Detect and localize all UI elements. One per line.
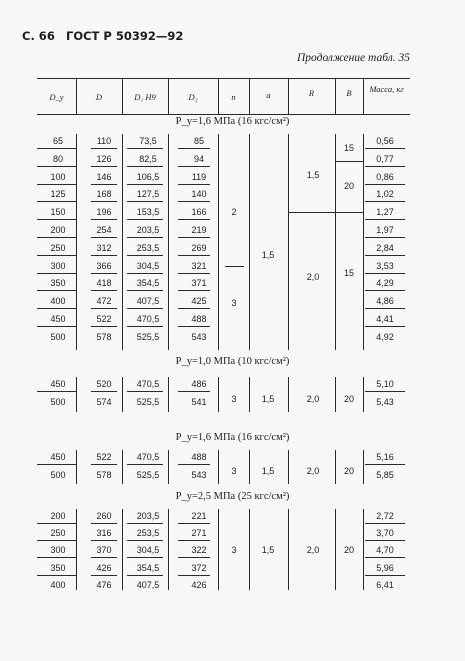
cell-mass: 3,70	[376, 528, 394, 539]
cell-dy: 250	[50, 242, 66, 253]
cell-d: 426	[96, 562, 112, 573]
cell-mass: 0,56	[376, 136, 394, 146]
rule-line	[127, 575, 163, 576]
rule-line	[365, 184, 405, 185]
rule-line	[91, 273, 117, 274]
rule-line	[127, 523, 163, 524]
rule-line	[365, 464, 405, 465]
column-line	[335, 450, 336, 484]
rule-line	[365, 237, 405, 238]
column-line	[249, 509, 250, 590]
cell-d1: 525,5	[136, 331, 160, 342]
rule-line	[37, 290, 76, 291]
column-header: D₁ Н9	[134, 92, 156, 102]
rule-line	[178, 523, 210, 524]
rule-line	[91, 464, 117, 465]
rule-line	[37, 540, 76, 541]
rule-line	[178, 575, 210, 576]
rule-line	[127, 201, 163, 202]
cell-b: 20	[343, 545, 355, 555]
cell-n: 3	[231, 466, 237, 476]
rule-line	[127, 255, 163, 256]
cell-d1: 82,5	[139, 153, 157, 164]
column-line	[363, 377, 364, 412]
cell-r: 1,5	[306, 170, 320, 180]
column-line	[218, 377, 219, 412]
cell-mass: 4,70	[376, 545, 394, 556]
cell-mass: 1,27	[376, 207, 394, 218]
rule-line	[91, 575, 117, 576]
cell-r: 2,0	[306, 466, 320, 476]
cell-n: 3	[231, 545, 237, 555]
cell-mass: 0,86	[376, 171, 394, 182]
cell-d2: 321	[191, 260, 207, 271]
cell-d2: 486	[191, 379, 207, 389]
column-line	[335, 509, 336, 590]
column-line	[363, 450, 364, 484]
rule-line	[37, 184, 76, 185]
rule-line	[37, 557, 76, 558]
cell-dy: 300	[50, 260, 66, 271]
cell-mass: 1,97	[376, 225, 394, 235]
rule-line	[37, 166, 76, 167]
r-split-rule	[288, 212, 335, 213]
cell-dy: 80	[52, 153, 64, 164]
rule-line	[365, 326, 405, 327]
cell-r: 2,0	[306, 394, 320, 404]
cell-d: 366	[96, 260, 112, 271]
rule-line	[127, 237, 163, 238]
column-line	[76, 509, 77, 590]
cell-a: 1,5	[261, 466, 275, 476]
cell-d1: 253,5	[136, 242, 160, 253]
cell-d1: 407,5	[136, 579, 160, 590]
cell-d1: 354,5	[136, 562, 160, 573]
rule-line	[37, 391, 76, 392]
rule-line	[178, 464, 210, 465]
cell-mass: 6,41	[376, 579, 394, 590]
rule-line	[365, 540, 405, 541]
column-line	[218, 450, 219, 484]
rule-line	[37, 464, 76, 465]
rule-line	[127, 391, 163, 392]
rule-line	[91, 326, 117, 327]
cell-mass: 5,96	[376, 562, 394, 573]
rule-line	[37, 523, 76, 524]
cell-d2: 221	[191, 511, 207, 521]
rule-line	[365, 201, 405, 202]
cell-d: 126	[96, 153, 112, 164]
column-line	[335, 134, 336, 350]
cell-dy: 450	[50, 452, 66, 462]
group-caption: P_y=1,6 МПа (16 кгс/см²)	[175, 116, 290, 127]
cell-b: 15	[343, 268, 355, 278]
rule-line	[127, 184, 163, 185]
rule-line	[127, 273, 163, 274]
rule-line	[37, 219, 76, 220]
column-header: Масса, кг	[369, 84, 404, 94]
cell-a: 1,5	[261, 394, 275, 404]
rule-line	[91, 184, 117, 185]
column-line	[249, 450, 250, 484]
rule-line	[127, 166, 163, 167]
cell-b: 15	[343, 143, 355, 153]
cell-d: 578	[96, 470, 112, 480]
cell-a: 1,5	[261, 545, 275, 555]
cell-d: 370	[96, 545, 112, 556]
cell-d2: 488	[191, 452, 207, 462]
rule-line	[91, 290, 117, 291]
cell-d: 578	[96, 331, 112, 342]
rule-line	[178, 166, 210, 167]
rule-line	[37, 255, 76, 256]
header-bottom-rule	[37, 114, 410, 115]
rule-line	[91, 391, 117, 392]
cell-dy: 200	[50, 225, 66, 235]
rule-line	[91, 557, 117, 558]
rule-line	[178, 201, 210, 202]
cell-d1: 127,5	[136, 189, 160, 200]
cell-d: 472	[96, 296, 112, 307]
cell-d2: 119	[191, 171, 207, 182]
cell-d2: 543	[191, 331, 207, 342]
cell-d: 260	[96, 511, 112, 521]
rule-line	[37, 273, 76, 274]
rule-line	[365, 523, 405, 524]
rule-line	[365, 557, 405, 558]
cell-d2: 322	[191, 545, 207, 556]
cell-a: 1,5	[261, 250, 275, 260]
cell-d: 476	[96, 579, 112, 590]
cell-d2: 271	[191, 528, 207, 539]
cell-d1: 73,5	[139, 136, 157, 146]
cell-b: 20	[343, 466, 355, 476]
rule-line	[91, 219, 117, 220]
rule-line	[178, 148, 210, 149]
cell-d1: 354,5	[136, 278, 160, 289]
cell-mass: 4,86	[376, 296, 394, 307]
cell-d2: 166	[191, 207, 207, 218]
rule-line	[178, 326, 210, 327]
cell-d1: 153,5	[136, 207, 160, 218]
rule-line	[178, 308, 210, 309]
rule-line	[365, 255, 405, 256]
column-line	[76, 134, 77, 350]
column-line	[288, 450, 289, 484]
cell-dy: 250	[50, 528, 66, 539]
table-top-rule	[37, 78, 410, 79]
cell-d: 146	[96, 171, 112, 182]
cell-d2: 488	[191, 314, 207, 324]
cell-n: 3	[231, 394, 237, 404]
rule-line	[37, 237, 76, 238]
rule-line	[365, 273, 405, 274]
column-line	[76, 377, 77, 412]
column-line	[168, 450, 169, 484]
cell-mass: 3,53	[376, 260, 394, 271]
cell-dy: 350	[50, 562, 66, 573]
rule-line	[365, 391, 405, 392]
column-line	[122, 377, 123, 412]
column-line	[335, 377, 336, 412]
cell-d2: 94	[193, 153, 205, 164]
group-caption: P_y=1,6 МПа (16 кгс/см²)	[175, 432, 290, 443]
cell-mass: 5,43	[376, 397, 394, 407]
cell-dy: 400	[50, 296, 66, 307]
cell-d1: 470,5	[136, 452, 160, 462]
cell-d1: 106,5	[136, 171, 160, 182]
rule-line	[127, 464, 163, 465]
cell-dy: 500	[50, 397, 66, 407]
cell-mass: 2,72	[376, 511, 394, 521]
cell-d2: 140	[191, 189, 207, 200]
cell-d2: 425	[191, 296, 207, 307]
group-caption: P_y=2,5 МПа (25 кгс/см²)	[175, 491, 290, 502]
cell-dy: 100	[50, 171, 66, 182]
cell-d1: 304,5	[136, 545, 160, 556]
cell-mass: 1,02	[376, 189, 394, 200]
column-line	[288, 377, 289, 412]
rule-line	[127, 557, 163, 558]
page-number: С. 66	[22, 29, 55, 43]
column-line	[249, 134, 250, 350]
column-header: D	[95, 92, 103, 102]
cell-mass: 4,92	[376, 331, 394, 342]
cell-dy: 500	[50, 331, 66, 342]
rule-line	[178, 237, 210, 238]
cell-mass: 4,41	[376, 314, 394, 324]
column-line	[168, 134, 169, 350]
cell-mass: 0,77	[376, 153, 394, 164]
cell-mass: 5,16	[376, 452, 394, 462]
cell-d2: 426	[191, 579, 207, 590]
cell-r: 2,0	[306, 272, 320, 282]
cell-d2: 371	[191, 278, 207, 289]
rule-line	[91, 148, 117, 149]
column-header: R	[308, 88, 315, 98]
rule-line	[91, 237, 117, 238]
column-line	[168, 377, 169, 412]
rule-line	[127, 326, 163, 327]
cell-d1: 525,5	[136, 397, 160, 407]
rule-line	[127, 308, 163, 309]
rule-line	[91, 255, 117, 256]
rule-line	[365, 166, 405, 167]
cell-d: 316	[96, 528, 112, 539]
cell-mass: 5,10	[376, 379, 394, 389]
column-line	[168, 509, 169, 590]
cell-d2: 372	[191, 562, 207, 573]
rule-line	[91, 201, 117, 202]
cell-d: 574	[96, 397, 112, 407]
cell-d2: 219	[191, 225, 207, 235]
column-line	[122, 509, 123, 590]
rule-line	[365, 575, 405, 576]
column-line	[288, 509, 289, 590]
rule-line	[365, 219, 405, 220]
rule-line	[91, 166, 117, 167]
rule-line	[127, 219, 163, 220]
cell-dy: 400	[50, 579, 66, 590]
cell-d2: 543	[191, 470, 207, 480]
cell-dy: 65	[52, 136, 64, 146]
rule-line	[178, 273, 210, 274]
rule-line	[178, 184, 210, 185]
rule-line	[37, 575, 76, 576]
column-header: D_y	[49, 92, 64, 102]
cell-n: 3	[231, 298, 237, 308]
rule-line	[37, 326, 76, 327]
cell-r: 2,0	[306, 545, 320, 555]
column-line	[76, 450, 77, 484]
cell-dy: 500	[50, 470, 66, 480]
rule-line	[178, 557, 210, 558]
rule-line	[127, 540, 163, 541]
cell-dy: 150	[50, 207, 66, 218]
continuation-label: Продолжение табл. 35	[297, 52, 410, 64]
rule-line	[127, 290, 163, 291]
cell-mass: 4,29	[376, 278, 394, 289]
cell-d1: 407,5	[136, 296, 160, 307]
cell-d: 196	[96, 207, 112, 218]
rule-line	[365, 290, 405, 291]
n-split-rule	[225, 266, 244, 267]
rule-line	[178, 219, 210, 220]
rule-line	[91, 523, 117, 524]
cell-d1: 470,5	[136, 379, 160, 389]
rule-line	[178, 540, 210, 541]
cell-n: 2	[231, 207, 237, 217]
column-line	[218, 509, 219, 590]
column-header: n	[231, 92, 236, 102]
column-line	[218, 134, 219, 350]
column-line	[122, 450, 123, 484]
cell-d: 110	[96, 136, 112, 146]
rule-line	[365, 148, 405, 149]
rule-line	[127, 148, 163, 149]
cell-b: 20	[343, 181, 355, 191]
cell-d2: 269	[191, 242, 207, 253]
cell-d2: 85	[193, 136, 205, 146]
cell-d: 520	[96, 379, 112, 389]
column-line	[249, 377, 250, 412]
cell-mass: 5,85	[376, 470, 394, 480]
cell-d: 418	[96, 278, 112, 289]
cell-d1: 203,5	[136, 225, 160, 235]
rule-line	[178, 290, 210, 291]
rule-line	[37, 201, 76, 202]
rule-line	[37, 308, 76, 309]
cell-d1: 525,5	[136, 470, 160, 480]
rule-line	[37, 148, 76, 149]
cell-dy: 125	[50, 189, 66, 200]
cell-d: 522	[96, 452, 112, 462]
rule-line	[178, 391, 210, 392]
cell-dy: 450	[50, 314, 66, 324]
column-header: D₂	[188, 92, 198, 102]
cell-dy: 350	[50, 278, 66, 289]
rule-line	[91, 308, 117, 309]
cell-d2: 541	[191, 397, 207, 407]
group-caption: P_y=1,0 МПа (10 кгс/см²)	[175, 356, 290, 367]
column-line	[288, 134, 289, 350]
column-line	[363, 509, 364, 590]
cell-d: 312	[96, 242, 112, 253]
column-line	[363, 134, 364, 350]
cell-dy: 450	[50, 379, 66, 389]
standard-code: ГОСТ Р 50392—92	[66, 29, 184, 43]
b-split-rule	[335, 161, 363, 162]
rule-line	[91, 540, 117, 541]
column-line	[122, 134, 123, 350]
b-split-rule	[335, 212, 363, 213]
cell-d1: 304,5	[136, 260, 160, 271]
cell-d1: 203,5	[136, 511, 160, 521]
cell-dy: 200	[50, 511, 66, 521]
column-header: a	[266, 90, 271, 100]
cell-dy: 300	[50, 545, 66, 556]
cell-d: 254	[96, 225, 112, 235]
rule-line	[365, 308, 405, 309]
cell-d: 168	[96, 189, 112, 200]
cell-d1: 253,5	[136, 528, 160, 539]
rule-line	[178, 255, 210, 256]
cell-d1: 470,5	[136, 314, 160, 324]
column-header: B	[346, 88, 352, 98]
cell-b: 20	[343, 394, 355, 404]
cell-d: 522	[96, 314, 112, 324]
cell-mass: 2,84	[376, 242, 394, 253]
